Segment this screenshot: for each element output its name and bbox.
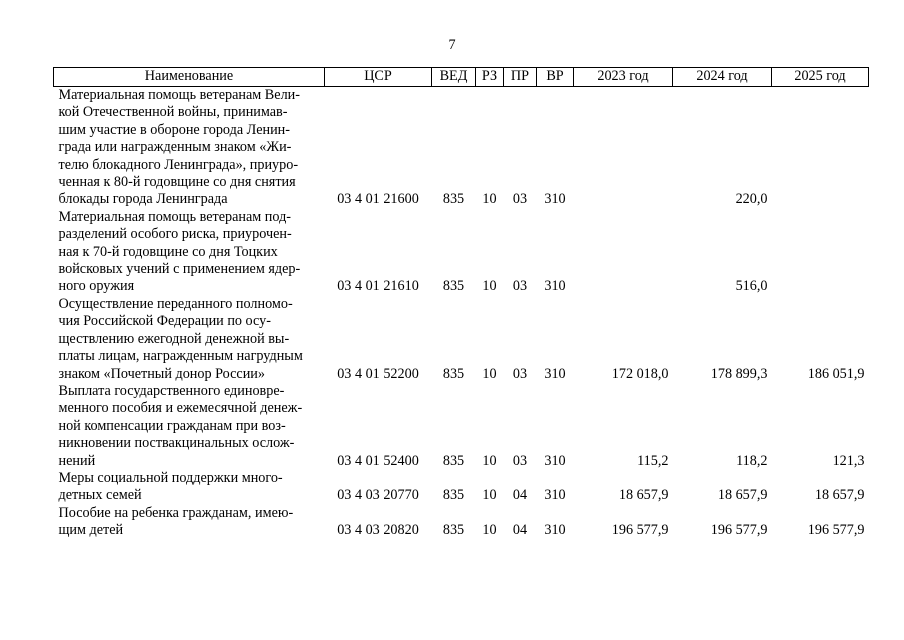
cell-ved: 835 [442,278,465,295]
cell-y2025: 196 577,9 [807,522,865,539]
table-row [54,505,869,540]
cell-rz: 10 [482,522,497,539]
row-name-line: блокады города Ленинграда [58,191,228,208]
cell-pr: 03 [512,191,528,208]
row-name [54,296,325,383]
table-row [54,87,869,209]
row-name-line: ная к 70-й годовщине со дня Тоцких [58,243,278,260]
row-name-line: детных семей [58,487,142,504]
row-name-line: шим участие в обороне города Ленин- [58,121,291,138]
row-name [54,383,325,470]
cell-ved: 835 [442,191,465,208]
row-name-line: Материальная помощь ветеранам под- [58,208,292,225]
cell-vr: 310 [544,487,566,504]
cell-csr: 03 4 01 52400 [337,452,419,469]
cell-ved: 835 [442,365,465,382]
row-name-line: щим детей [58,522,124,539]
table-row [54,209,869,296]
cell-csr: 03 4 03 20770 [337,487,419,504]
row-name-line: Выплата государственного единовре- [58,382,285,399]
row-name-line: Пособие на ребенка гражданам, имею- [58,504,294,521]
cell-y2023: 196 577,9 [611,522,669,539]
table-row [54,470,869,505]
cell-y2025: 186 051,9 [807,365,865,382]
header-ved: ВЕД [432,68,476,87]
cell-ved: 835 [442,452,465,469]
header-2023: 2023 год [574,68,673,87]
row-name-line: чия Российской Федерации по осу- [58,313,271,330]
cell-y2024: 196 577,9 [710,522,768,539]
cell-rz: 10 [482,278,497,295]
cell-y2024: 178 899,3 [710,365,768,382]
cell-rz: 10 [482,487,497,504]
row-name-line: ного оружия [58,278,135,295]
row-name [54,470,325,505]
cell-y2023 [574,87,673,209]
cell-vr: 310 [544,522,566,539]
row-name-line: войсковых учений с применением ядер- [58,261,301,278]
row-name-line: нений [58,452,96,469]
row-name-line: никновении поствакцинальных ослож- [58,435,295,452]
cell-y2025: 18 657,9 [814,487,865,504]
header-2025: 2025 год [772,68,869,87]
header-vr: ВР [537,68,574,87]
cell-rz: 10 [482,191,497,208]
budget-table [53,67,869,540]
header-name: Наименование [54,68,325,87]
cell-rz: 10 [482,452,497,469]
page-number: 7 [448,37,456,53]
header-pr: ПР [504,68,537,87]
table-header-row [54,68,869,87]
cell-y2023 [574,209,673,296]
row-name-line: кой Отечественной войны, принимав- [58,104,288,121]
cell-vr: 310 [544,278,566,295]
cell-y2025 [772,209,869,296]
header-2024: 2024 год [673,68,772,87]
row-name [54,505,325,540]
row-name [54,87,325,209]
row-name-line: менного пособия и ежемесячной денеж- [58,400,303,417]
cell-y2023: 172 018,0 [611,365,669,382]
cell-pr: 03 [512,365,528,382]
header-csr: ЦСР [325,68,432,87]
cell-y2023: 18 657,9 [618,487,669,504]
cell-y2024: 18 657,9 [717,487,768,504]
row-name-line: Материальная помощь ветеранам Вели- [58,87,300,103]
header-rz: РЗ [476,68,504,87]
cell-ved: 835 [442,487,465,504]
cell-csr: 03 4 01 52200 [337,365,419,382]
cell-pr: 03 [512,452,528,469]
cell-y2024: 220,0 [735,191,768,208]
cell-rz: 10 [482,365,497,382]
cell-y2024: 516,0 [735,278,768,295]
cell-vr: 310 [544,191,566,208]
cell-csr: 03 4 01 21600 [337,191,419,208]
cell-vr: 310 [544,452,566,469]
cell-vr: 310 [544,365,566,382]
cell-csr: 03 4 03 20820 [337,522,419,539]
cell-y2025: 121,3 [832,452,865,469]
table-row [54,383,869,470]
row-name-line: града или награжденным знаком «Жи- [58,139,292,156]
row-name-line: ществлению ежегодной денежной вы- [58,330,290,347]
row-name-line: Меры социальной поддержки много- [58,469,283,486]
table-row [54,296,869,383]
cell-pr: 04 [512,522,528,539]
row-name [54,209,325,296]
cell-csr: 03 4 01 21610 [337,278,419,295]
cell-y2025 [772,87,869,209]
row-name-line: знаком «Почетный донор России» [58,365,265,382]
row-name-line: разделений особого риска, приурочен- [58,226,292,243]
row-name-line: ной компенсации гражданам при воз- [58,417,286,434]
cell-y2024: 118,2 [736,452,768,469]
row-name-line: Осуществление переданного полномо- [58,295,293,312]
table-body [54,87,869,540]
row-name-line: платы лицам, награжденным нагрудным [58,348,303,365]
cell-pr: 03 [512,278,528,295]
row-name-line: ченная к 80-й годовщине со дня снятия [58,174,296,191]
cell-ved: 835 [442,522,465,539]
cell-y2023: 115,2 [637,452,669,469]
row-name-line: телю блокадного Ленинграда», приуро- [58,156,299,173]
cell-pr: 04 [512,487,528,504]
